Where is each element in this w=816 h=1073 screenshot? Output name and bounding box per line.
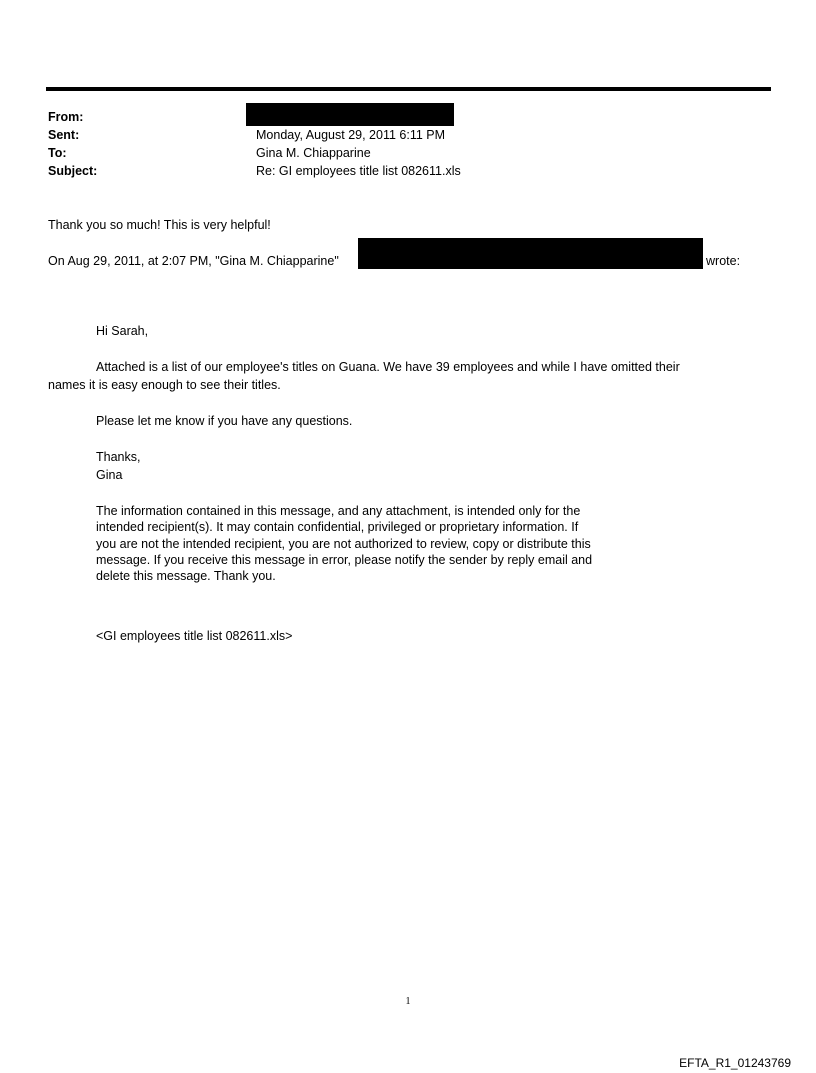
to-value: Gina M. Chiapparine (256, 146, 371, 160)
subject-label: Subject: (48, 164, 98, 178)
attachment-reference: <GI employees title list 082611.xls> (96, 629, 293, 643)
sent-value: Monday, August 29, 2011 6:11 PM (256, 128, 446, 142)
from-redaction (246, 103, 454, 126)
disclaimer: The information contained in this message, and any attachment, is intended only for the intended recipient(s). It may contain confidential, privileged or proprietary information. If you are not the intended recipient, you are not authorized to review, copy or distribute this message. If you receive this message in error, please notify the sender by reply email and delete this message. Thank you. (96, 504, 593, 584)
sent-label: Sent: (48, 128, 80, 142)
greeting: Hi Sarah, (96, 324, 149, 338)
quote-suffix: wrote: (706, 254, 741, 268)
to-label: To: (48, 146, 67, 160)
signoff: Thanks, (96, 450, 141, 464)
signature: Gina (96, 468, 123, 482)
reply-body: Thank you so much! This is very helpful! (48, 218, 271, 232)
page-number: 1 (405, 996, 411, 1007)
email-redaction (358, 238, 703, 269)
document-id: EFTA_R1_01243769 (679, 1056, 791, 1070)
header-rule (46, 87, 771, 91)
paragraph-1-line-1: Attached is a list of our employee's titles on Guana. We have 39 employees and while I have omitted their (96, 360, 680, 374)
subject-value: Re: GI employees title list 082611.xls (256, 164, 461, 178)
from-label: From: (48, 110, 84, 124)
paragraph-2: Please let me know if you have any questions. (96, 414, 353, 428)
quote-intro: On Aug 29, 2011, at 2:07 PM, "Gina M. Chiapparine" (48, 254, 339, 268)
paragraph-1-line-2: names it is easy enough to see their titles. (48, 378, 281, 392)
